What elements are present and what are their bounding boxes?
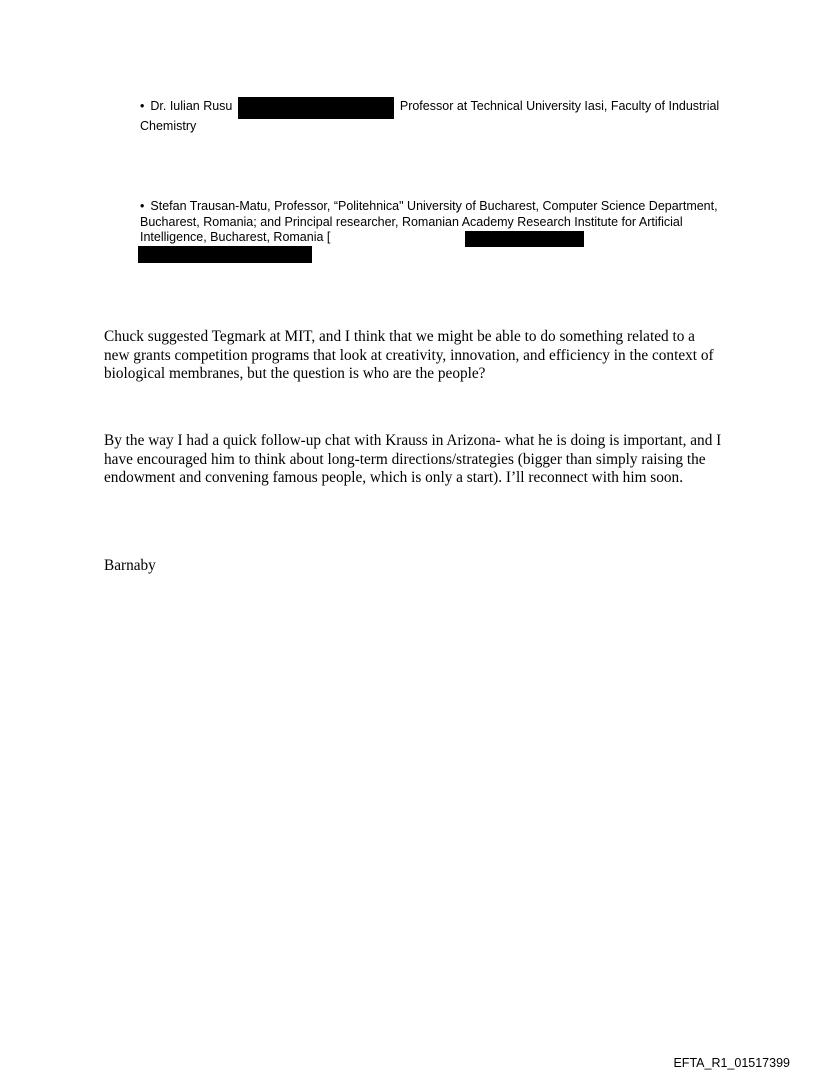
bullet-marker: • <box>140 199 145 213</box>
bullet-marker: • <box>140 99 145 113</box>
signature: Barnaby <box>104 557 156 574</box>
paragraph-krauss: By the way I had a quick follow-up chat with Krauss in Arizona- what he is doing is important, and I have encouraged him to think about long-term directions/strategies (bigger than simply raising the endowment and convening famous people, which is only a start). I’ll reconnect with him soon. <box>104 432 722 486</box>
bullet-item-trausan-matu <box>140 199 740 246</box>
bullet-item-rusu <box>140 99 740 135</box>
bullet-rest: Professor at Technical University Iasi, Faculty of Industrial Chemistry <box>140 99 720 133</box>
paragraph-tegmark: Chuck suggested Tegmark at MIT, and I think that we might be able to do something related to a new grants competition programs that look at creativity, innovation, and efficiency in the context of biological membranes, but the question is who are the people? <box>104 328 714 382</box>
document-id: EFTA_R1_01517399 <box>673 1056 790 1070</box>
bullet-text: Stefan Trausan-Matu, Professor, “Politehnica" University of Bucharest, Computer Science Department, Bucharest, Romania; and Principal researcher, Romanian Academy Research Institute for Artificial Intelligence, Bucharest, Romania [ <box>140 199 718 244</box>
redaction-block <box>238 97 394 119</box>
bullet-name: Dr. Iulian Rusu <box>150 99 233 113</box>
redaction-block <box>465 231 584 247</box>
redaction-block <box>138 246 312 263</box>
